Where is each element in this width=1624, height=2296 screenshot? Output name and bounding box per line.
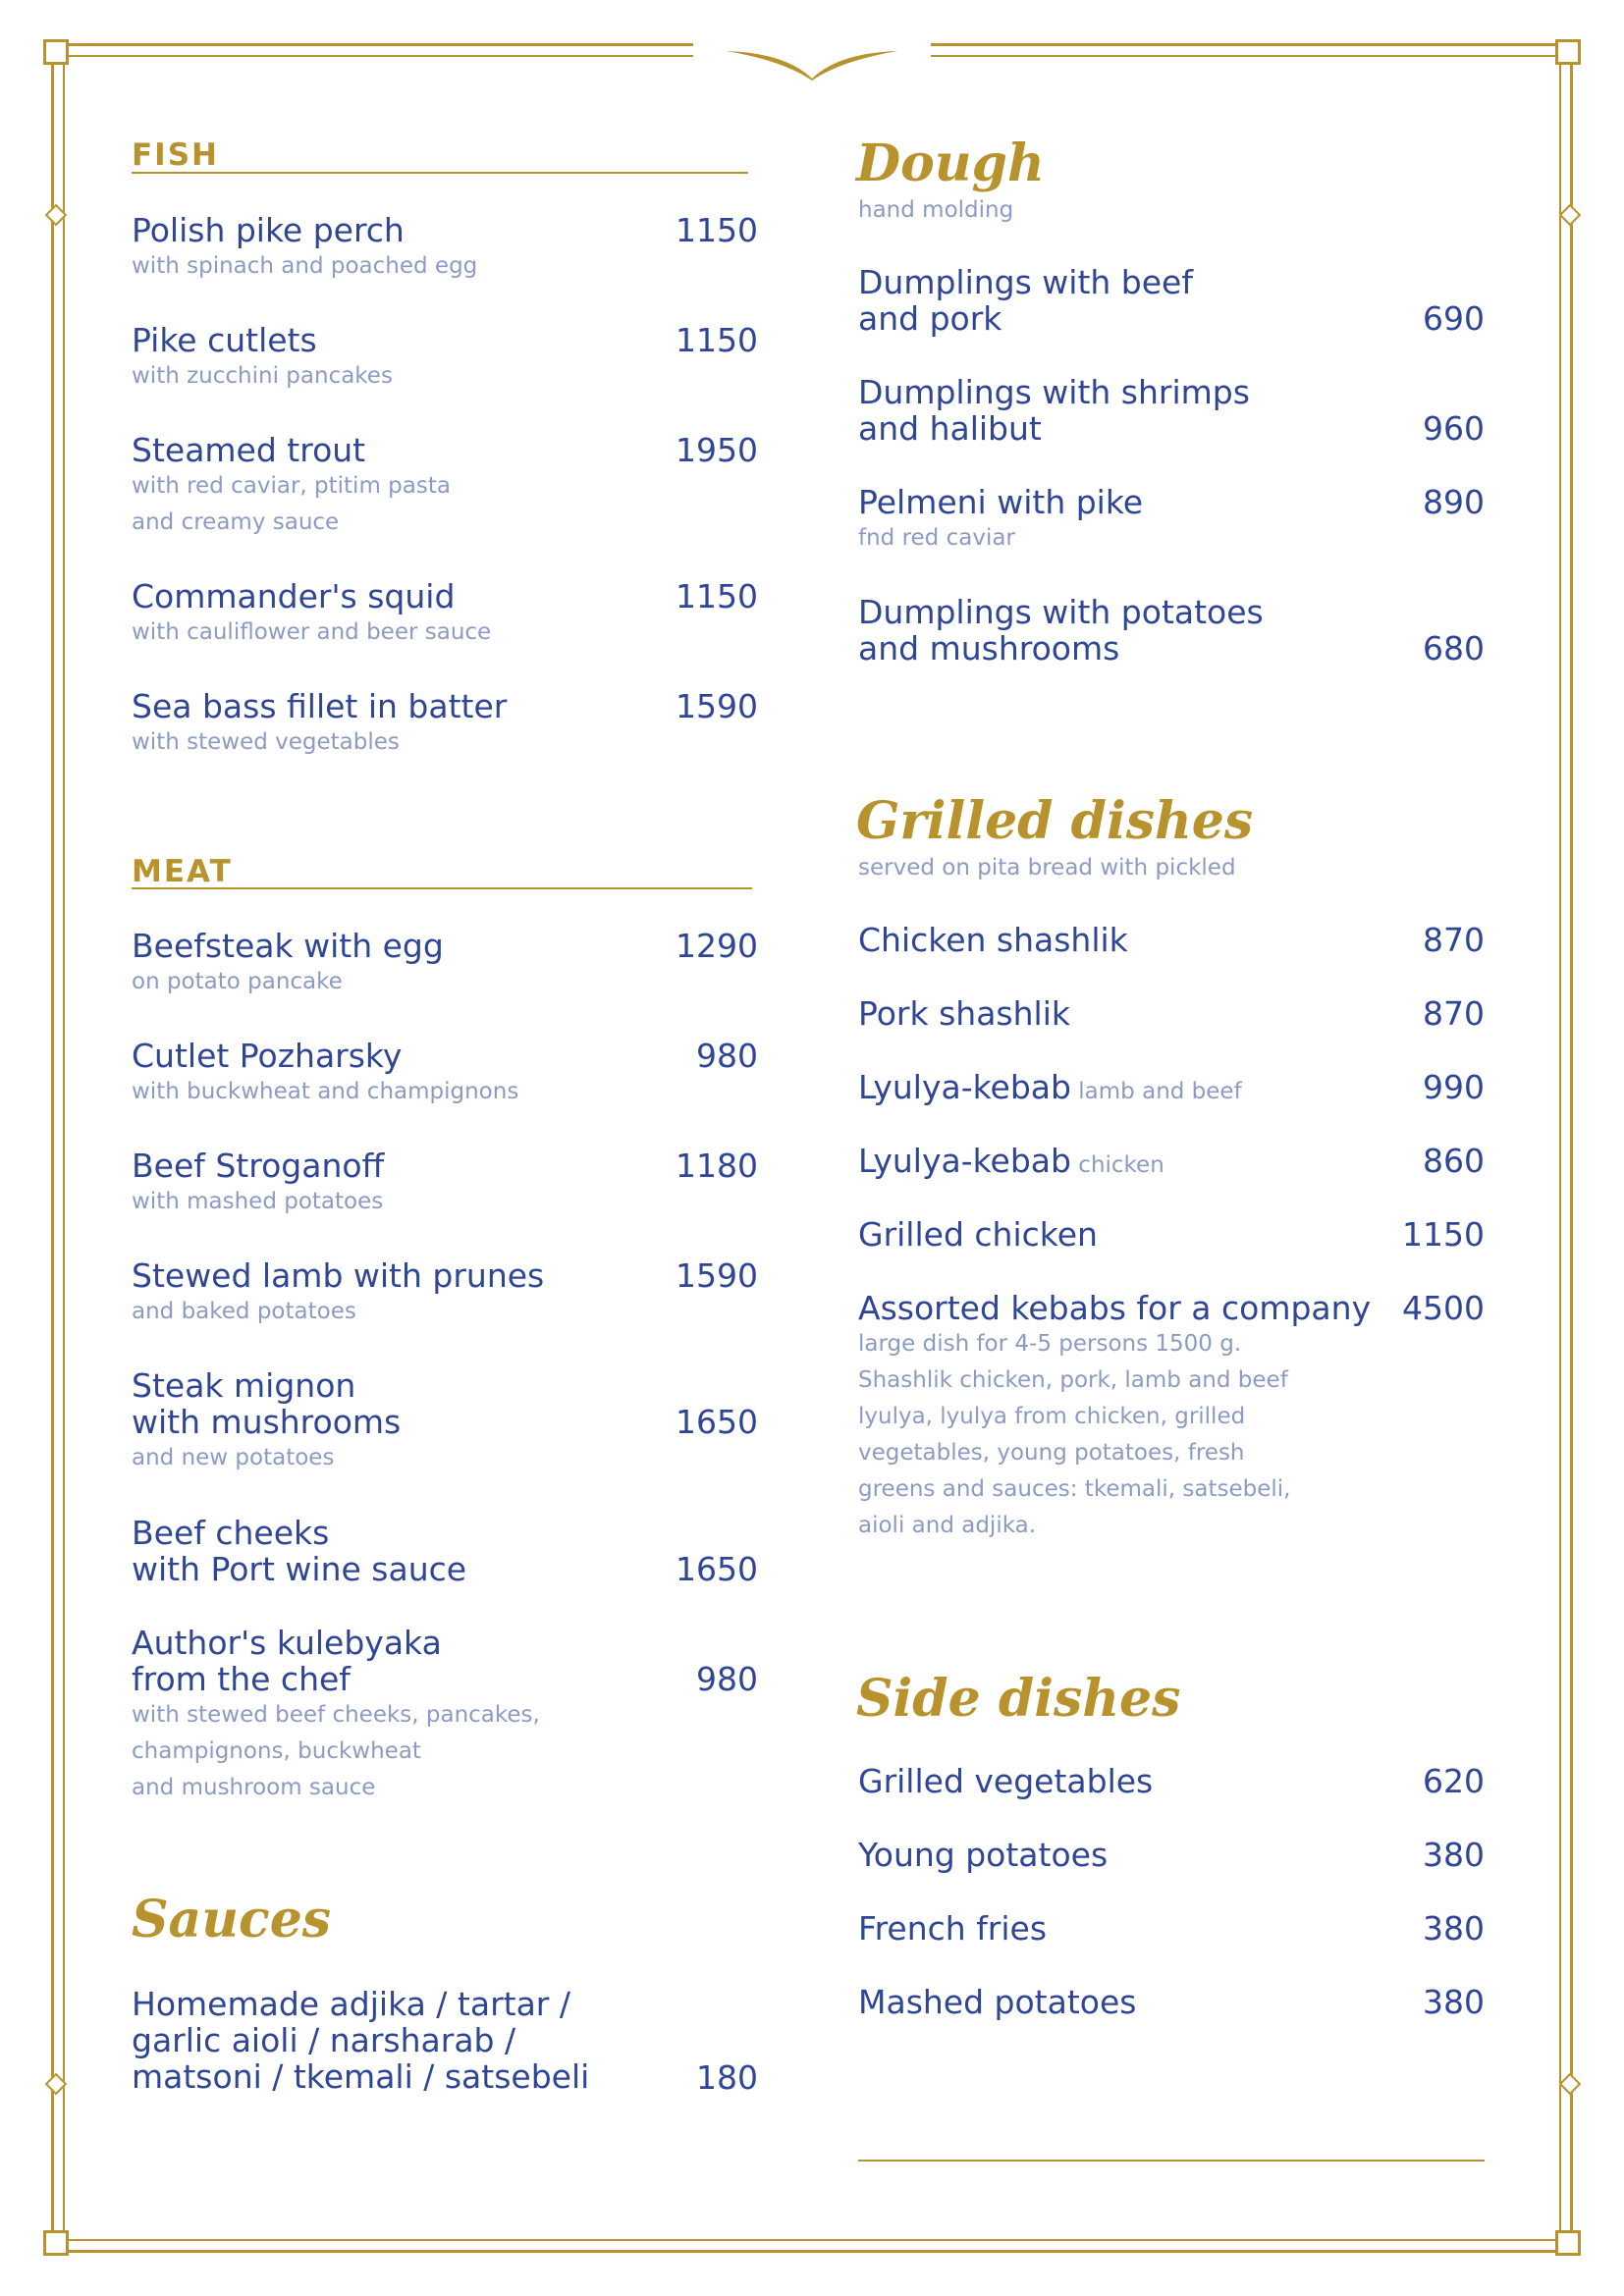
menu-item-price: 1150 — [676, 211, 758, 249]
menu-item-name-text: Stewed lamb with prunes — [132, 1256, 545, 1295]
menu-item-price: 1150 — [676, 321, 758, 359]
menu-item-name-text: Beefsteak with egg — [132, 927, 444, 965]
menu-item-name-text: Mashed potatoes — [858, 1983, 1137, 2021]
grilled-section-title: Grilled dishes — [856, 791, 1254, 851]
menu-item-name-text: French fries — [858, 1909, 1048, 1948]
menu-item-price: 860 — [1423, 1142, 1485, 1180]
menu-item-name-text: Pork shashlik — [858, 994, 1070, 1033]
grilled-menu-item — [858, 1216, 1388, 1253]
grilled-section-subtitle: served on pita bread with pickled — [858, 855, 1236, 881]
menu-item-description: and new potatoes — [132, 1445, 335, 1470]
menu-item-name — [858, 594, 1408, 667]
menu-item-name-text: Beef Stroganoff — [132, 1147, 385, 1185]
meat-section-rule — [132, 887, 752, 889]
menu-item-description: with red caviar, ptitim pasta and creamy sauce — [132, 473, 451, 535]
frame-corner-bottom-right — [1555, 2230, 1581, 2256]
menu-item-price: 960 — [1423, 409, 1485, 448]
frame-corner-bottom-left — [43, 2230, 69, 2256]
sides-section-title: Side dishes — [856, 1669, 1181, 1729]
menu-item-name-text: Polish pike perch — [132, 211, 405, 249]
menu-item-price: 380 — [1423, 1836, 1485, 1874]
frame-corner-top-right — [1555, 39, 1581, 65]
menu-item-name-text: Author's kulebyaka from the chef — [132, 1624, 442, 1698]
menu-item-price: 1150 — [676, 577, 758, 615]
menu-item-description: on potato pancake — [132, 969, 343, 994]
menu-item-name — [858, 1837, 1408, 1873]
menu-item-description: with zucchini pancakes — [132, 363, 393, 389]
menu-item-price: 680 — [1423, 629, 1485, 667]
menu-item-name — [858, 922, 1388, 958]
menu-item-name-text: Pelmeni with pike — [858, 483, 1144, 521]
menu-item-price: 380 — [1423, 1983, 1485, 2021]
menu-item-description: fnd red caviar — [858, 525, 1015, 551]
sauces-section-title: Sauces — [132, 1890, 332, 1949]
menu-item-name — [858, 264, 1408, 337]
menu-item-price: 620 — [1423, 1762, 1485, 1800]
frame-corner-top-left — [43, 39, 69, 65]
menu-item-name-text: Homemade adjika / tartar / garlic aioli / narsharab / matsoni / tkemali / satsebeli — [132, 1985, 590, 2096]
meat-menu-item — [132, 1625, 740, 1806]
menu-item-description: with spinach and poached egg — [132, 253, 478, 279]
menu-item-price: 690 — [1423, 299, 1485, 338]
menu-item-price: 1590 — [676, 1256, 758, 1295]
menu-item-description: large dish for 4-5 persons 1500 g. Shashlik chicken, pork, lamb and beef lyulya, lyulya from chicken, grilled vegetables, young potatoes, fresh greens and sauces: tkemali, satsebeli, aioli and adjika. — [858, 1331, 1291, 1538]
menu-item-name-text: Cutlet Pozharsky — [132, 1037, 403, 1075]
menu-item-description: with cauliflower and beer sauce — [132, 619, 492, 645]
fish-section-title: FISH — [132, 137, 219, 173]
menu-item-name — [858, 1984, 1408, 2020]
menu-item-price: 870 — [1423, 921, 1485, 959]
menu-item-price: 1290 — [676, 927, 758, 965]
menu-item-name-text: Grilled vegetables — [858, 1762, 1154, 1800]
menu-item-description: with stewed vegetables — [132, 729, 400, 755]
grilled-menu-item — [858, 995, 1388, 1032]
menu-item-price: 1590 — [676, 687, 758, 725]
dough-section-subtitle: hand molding — [858, 197, 1014, 223]
bottom-rule — [858, 2160, 1485, 2162]
menu-item-name-text: Beef cheeks with Port wine sauce — [132, 1514, 467, 1588]
fish-section-rule — [132, 172, 748, 174]
menu-item-name — [858, 995, 1388, 1032]
menu-item-name-text: Dumplings with beef and pork — [858, 263, 1193, 338]
menu-item-description: with stewed beef cheeks, pancakes, champignons, buckwheat and mushroom sauce — [132, 1702, 540, 1800]
menu-item-price: 380 — [1423, 1909, 1485, 1948]
grilled-menu-item — [858, 1290, 1388, 1544]
menu-item-name-text: Young potatoes — [858, 1836, 1109, 1874]
menu-item-name-text: Lyulya-kebab — [858, 1142, 1071, 1180]
grilled-menu-item — [858, 1069, 1388, 1110]
top-swoosh-ornament — [717, 43, 907, 84]
menu-item-name — [858, 1069, 1388, 1110]
grilled-menu-item — [858, 922, 1388, 958]
menu-item-price: 890 — [1423, 483, 1485, 521]
grilled-menu-item — [858, 1143, 1388, 1184]
menu-item-note: lamb and beef — [1070, 1079, 1242, 1104]
menu-item-name-text: Chicken shashlik — [858, 921, 1128, 959]
menu-item-name — [858, 1763, 1408, 1799]
sides-menu-item — [858, 1984, 1408, 2020]
menu-item-name — [858, 1290, 1388, 1326]
sides-menu-item — [858, 1763, 1408, 1799]
menu-item-name-text: Commander's squid — [132, 577, 456, 615]
menu-item-name-text: Assorted kebabs for a company — [858, 1289, 1372, 1327]
menu-item-note: chicken — [1070, 1152, 1164, 1178]
menu-item-price: 1650 — [676, 1550, 758, 1588]
dough-section-title: Dough — [856, 133, 1045, 193]
menu-item-name — [858, 1143, 1388, 1184]
menu-item-name-text: Dumplings with potatoes and mushrooms — [858, 593, 1264, 667]
meat-section-title: MEAT — [132, 854, 233, 889]
menu-item-description: and baked potatoes — [132, 1299, 356, 1324]
menu-item-description: with buckwheat and champignons — [132, 1079, 519, 1104]
menu-item-name-text: Lyulya-kebab — [858, 1068, 1071, 1106]
dough-menu-item — [858, 594, 1408, 667]
menu-item-description: with mashed potatoes — [132, 1189, 384, 1214]
menu-item-name-text: Dumplings with shrimps and halibut — [858, 373, 1250, 448]
menu-item-price: 980 — [696, 1660, 758, 1698]
menu-item-name-text: Steamed trout — [132, 431, 366, 469]
menu-item-name — [858, 374, 1408, 447]
menu-item-price: 1180 — [676, 1147, 758, 1185]
sides-menu-item — [858, 1910, 1408, 1947]
menu-item-price: 1650 — [676, 1403, 758, 1441]
menu-item-price: 1150 — [1402, 1215, 1485, 1254]
menu-item-price: 1950 — [676, 431, 758, 469]
menu-item-price: 980 — [696, 1037, 758, 1075]
menu-item-name-text: Steak mignon with mushrooms — [132, 1366, 402, 1441]
menu-item-price: 870 — [1423, 994, 1485, 1033]
dough-menu-item — [858, 484, 1408, 557]
menu-item-name — [858, 1216, 1388, 1253]
menu-item-name — [858, 484, 1408, 520]
menu-item-name-text: Sea bass fillet in batter — [132, 687, 508, 725]
menu-item-price: 990 — [1423, 1068, 1485, 1106]
dough-menu-item — [858, 264, 1408, 337]
menu-item-name-text: Pike cutlets — [132, 321, 317, 359]
menu-item-price: 180 — [696, 2058, 758, 2097]
dough-menu-item — [858, 374, 1408, 447]
sides-menu-item — [858, 1837, 1408, 1873]
menu-item-name-text: Grilled chicken — [858, 1215, 1098, 1254]
menu-item-price: 4500 — [1402, 1289, 1485, 1327]
menu-item-name — [858, 1910, 1408, 1947]
